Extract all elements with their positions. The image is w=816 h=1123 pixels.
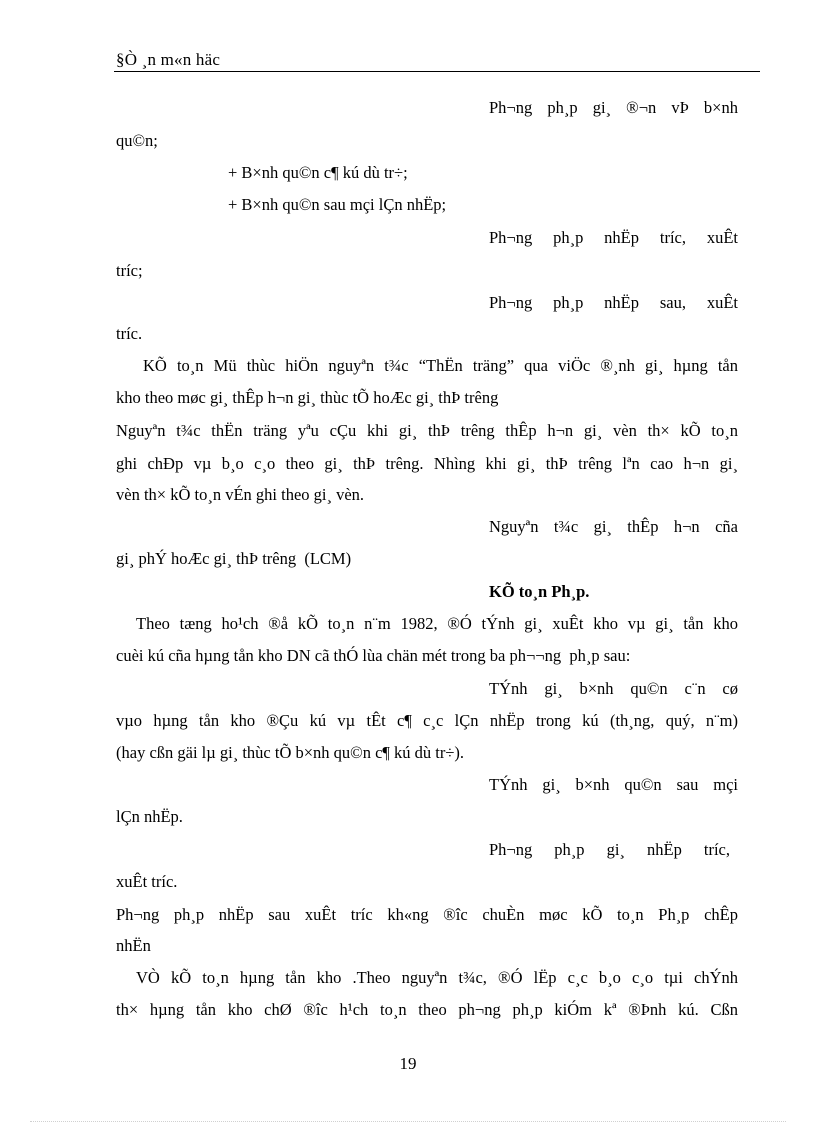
text-line: gi¸ phÝ hoÆc gi¸ thÞ trêng (LCM) xyxy=(116,549,352,568)
text-line: Ph¬ng ph¸p gi¸ ®¬n vÞ b×nh xyxy=(489,98,738,117)
header-divider xyxy=(114,71,760,72)
text-line: Theo tæng ho¹ch ®å kÕ to¸n n¨m 1982, ®Ó tÝnh gi¸ xuÊt kho vµ gi¸ tån kho xyxy=(136,614,738,633)
text-line: + B×nh qu©n sau mçi lÇn nhËp; xyxy=(228,195,447,214)
text-line: Ph¬ng ph¸p nhËp tríc, xuÊt xyxy=(489,228,738,247)
text-line: TÝnh gi¸ b×nh qu©n sau mçi xyxy=(489,775,738,794)
text-line: Ph¬ng ph¸p gi¸ nhËp tríc, xyxy=(489,840,730,859)
text-line: vèn th× kÕ to¸n vÉn ghi theo gi¸ vèn. xyxy=(116,485,365,504)
page-bottom-divider xyxy=(30,1121,786,1122)
text-line: kho theo møc gi¸ thÊp h¬n gi¸ thùc tÕ hoÆc gi¸ thÞ trêng xyxy=(116,388,499,407)
text-line: qu©n; xyxy=(116,131,158,150)
text-line: Nguyªn t¾c thËn träng yªu cÇu khi gi¸ thÞ trêng thÊp h¬n gi¸ vèn th× kÕ to¸n xyxy=(116,421,738,440)
text-line: vµo hµng tån kho ®Çu kú vµ tÊt c¶ c¸c lÇn nhËp trong kú (th¸ng, quý, n¨m) xyxy=(116,711,738,730)
text-line: Ph¬ng ph¸p nhËp sau, xuÊt xyxy=(489,293,738,312)
text-line: tríc. xyxy=(116,324,143,343)
text-line: (hay cßn gäi lµ gi¸ thùc tÕ b×nh qu©n c¶ kú dù tr÷). xyxy=(116,743,465,762)
text-line: + B×nh qu©n c¶ kú dù tr÷; xyxy=(228,163,408,182)
page-header-title: §Ò ¸n m«n häc xyxy=(116,50,221,69)
text-line: nhËn xyxy=(116,936,151,955)
section-heading: KÕ to¸n Ph¸p. xyxy=(489,582,590,601)
text-line: xuÊt tríc. xyxy=(116,872,178,891)
text-line: th× hµng tån kho chØ ®îc h¹ch to¸n theo ph¬ng ph¸p kiÓm kª ®Þnh kú. Cßn xyxy=(116,1000,738,1019)
text-line: cuèi kú cña hµng tån kho DN cã thÓ lùa chän mét trong ba ph¬¬ng ph¸p sau: xyxy=(116,646,631,665)
page-number: 19 xyxy=(399,1054,417,1073)
text-line: KÕ to¸n Mü thùc hiÖn nguyªn t¾c “ThËn träng” qua viÖc ®¸nh gi¸ hµng tån xyxy=(143,356,738,375)
text-line: Nguyªn t¾c gi¸ thÊp h¬n cña xyxy=(489,517,738,536)
text-line: VÒ kÕ to¸n hµng tån kho .Theo nguyªn t¾c, ®Ó lËp c¸c b¸o c¸o tµi chÝnh xyxy=(136,968,738,987)
text-line: ghi chÐp vµ b¸o c¸o theo gi¸ thÞ trêng. Nhìng khi gi¸ thÞ trêng lªn cao h¬n gi¸ xyxy=(116,454,738,473)
text-line: tríc; xyxy=(116,261,143,280)
text-line: lÇn nhËp. xyxy=(116,807,183,826)
text-line: TÝnh gi¸ b×nh qu©n c¨n cø xyxy=(489,679,738,698)
text-line: Ph¬ng ph¸p nhËp sau xuÊt tríc kh«ng ®îc chuÈn møc kÕ to¸n Ph¸p chÊp xyxy=(116,905,738,924)
